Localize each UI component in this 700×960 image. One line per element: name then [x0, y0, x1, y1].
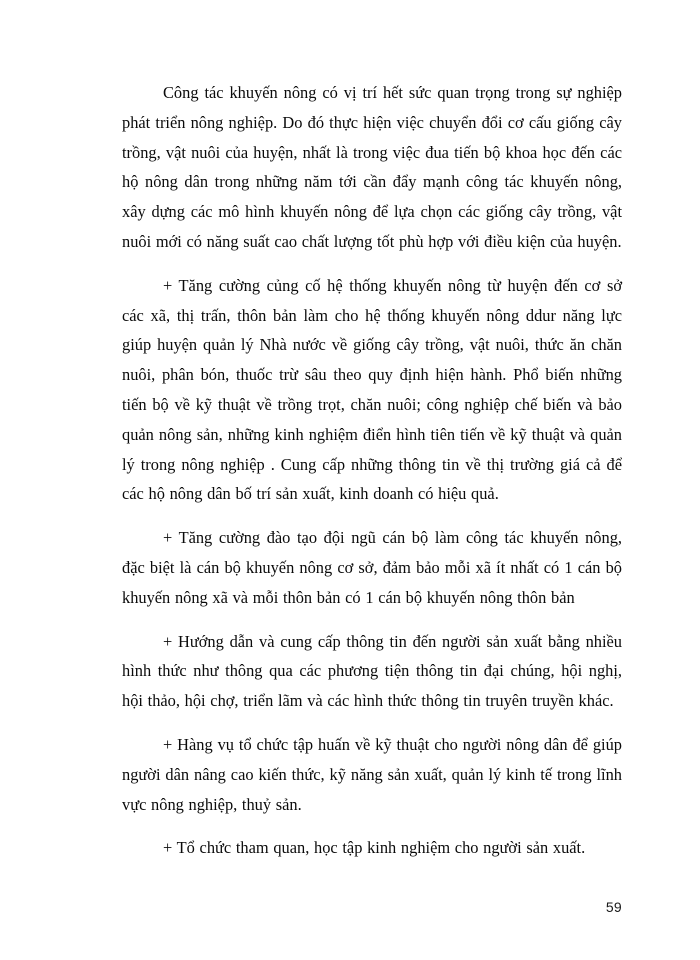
paragraph: + Tăng cường đào tạo đội ngũ cán bộ làm công tác khuyến nông, đặc biệt là cán bộ khuyến nông cơ sở, đảm bảo mỗi xã ít nhất có 1 cán bộ khuyến nông xã và mỗi thôn bản có 1 cán bộ khuyến nông thôn bản [122, 528, 622, 607]
paragraph: Công tác khuyến nông có vị trí hết sức quan trọng trong sự nghiệp phát triển nông nghiệp. Do đó thực hiện việc chuyển đổi cơ cấu giống cây trồng, vật nuôi của huyện, nhất là trong việc đua tiến bộ khoa học đến các hộ nông dân trong những năm tới cần đẩy mạnh công tác khuyến nông, xây dựng các mô hình khuyến nông để lựa chọn các giống cây trồng, vật nuôi mới có năng suất cao chất lượng tốt phù hợp với điều kiện của huyện. [122, 83, 622, 251]
paragraph: + Tổ chức tham quan, học tập kinh nghiệm cho người sản xuất. [163, 838, 586, 858]
page-number: 59 [605, 899, 622, 915]
paragraph: + Tăng cường củng cố hệ thống khuyến nông từ huyện đến cơ sở các xã, thị trấn, thôn bản làm cho hệ thống khuyến nông ddur năng lực giúp huyện quản lý Nhà nước về giống cây trồng, vật nuôi, thức ăn chăn nuôi, phân bón, thuốc trừ sâu theo quy định hiện hành. Phổ biến những tiến bộ về kỹ thuật về trồng trọt, chăn nuôi; công nghiệp chế biến và bảo quản nông sản, những kinh nghiệm điển hình tiên tiến về kỹ thuật và quản lý trong nông nghiệp . Cung cấp những thông tin về thị trường giá cả để các hộ nông dân bố trí sản xuất, kinh doanh có hiệu quả. [122, 275, 622, 504]
paragraph: + Hướng dẫn và cung cấp thông tin đến người sản xuất bằng nhiều hình thức như thông qua các phương tiện thông tin đại chúng, hội nghị, hội thảo, hội chợ, triển lãm và các hình thức thông tin truyên truyền khác. [122, 631, 622, 711]
paragraph: + Hàng vụ tổ chức tập huấn về kỹ thuật cho người nông dân để giúp người dân nâng cao kiến thức, kỹ năng sản xuất, quản lý kinh tế trong lĩnh vực nông nghiệp, thuỷ sản. [122, 734, 622, 814]
body-text-column [122, 78, 622, 863]
